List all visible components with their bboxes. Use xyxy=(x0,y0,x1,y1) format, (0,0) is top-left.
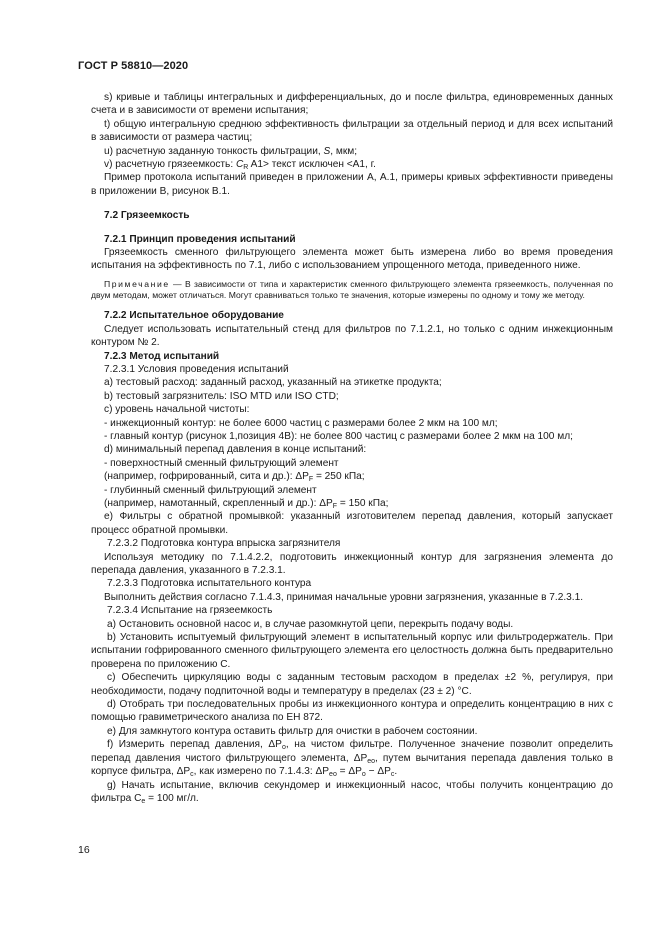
section-7-2-1-heading: 7.2.1 Принцип проведения испытаний xyxy=(104,233,296,245)
section-7-2-3-heading: 7.2.3 Метод испытаний xyxy=(104,350,220,362)
step-b: b) Установить испытуемый фильтрующий элемент в испытательный корпус или фильтродержатель. При испытании гофрированного сменного фильтрующего элемента его целостность должна быть предварительно проверена по приложению С. xyxy=(91,632,613,670)
item-v: v) расчетную грязеемкость: $C_R$ A1> текст исключен <A1, г. xyxy=(104,159,376,172)
subsection-7-2-3-2-text: Используя методику по 7.1.4.2.2, подготовить инжекционный контур для загрязнения элемента до перепада давления, указанного в 7.2.3.1. xyxy=(91,551,613,576)
section-7-2-1-text: Грязеемкость сменного фильтрующего элемента может быть измерена либо во время проведения испытания на эффективность по 7.1, либо с использованием упрощенного метода, приведенного ниже. xyxy=(91,247,613,272)
subsection-7-2-3-4: 7.2.3.4 Испытание на грязеемкость xyxy=(107,605,273,617)
condition-d-depth-value: (например, намотанный, скрепленный и др.): $\Delta P_F = 150$ кПа; xyxy=(104,497,389,510)
subsection-7-2-3-3: 7.2.3.3 Подготовка испытательного контура xyxy=(107,578,312,590)
section-7-2-2-text: Следует использовать испытательный стенд для фильтров по 7.1.2.1, но только с одним инжекционным контуром № 2. xyxy=(91,323,613,349)
subsection-7-2-3-1: 7.2.3.1 Условия проведения испытаний xyxy=(104,363,289,375)
step-f: f) Измерить перепад давления, $\Delta P_o$, на чистом фильтре. Полученное значение позволит определить перепад давления чистого фильтрующего элемента, $\Delta P_{eo}$, путем вычитания перепада давления только в корпусе фильтра, $\Delta P_c$, как измерено по 7.1.4.3: $\Delta P_{eo} = \Delta P_o - \Delta P_c$. xyxy=(91,739,613,779)
step-g: g) Начать испытание, включив секундомер и инжекционный насос, чтобы получить концентрацию до фильтра $C_e = 100$ мг/л. xyxy=(91,779,613,805)
condition-d: d) минимальный перепад давления в конце испытаний: xyxy=(104,444,367,456)
condition-d-surface-value: (например, гофрированный, сита и др.): $\Delta P_F = 250$ кПа; xyxy=(104,471,365,484)
condition-c-main: - главный контур (рисунок 1,позиция 4В): не более 800 частиц с размерами более 2 мкм на 100 мл; xyxy=(104,430,573,442)
step-c: c) Обеспечить циркуляцию воды с заданным тестовым расходом в пределах ±2 %, регулируя, при необходимости, подачу подпиточной воды и температуру в пределах (23 ± 2) °С. xyxy=(91,672,613,697)
condition-b: b) тестовый загрязнитель: ISO MTD или ISO CTD; xyxy=(104,390,339,402)
condition-c: c) уровень начальной чистоты: xyxy=(104,404,250,416)
page-content xyxy=(91,91,613,805)
subsection-7-2-3-2: 7.2.3.2 Подготовка контура впрыска загрязнителя xyxy=(107,538,341,550)
subsection-7-2-3-3-text: Выполнить действия согласно 7.1.4.3, принимая начальные уровни загрязнения, указанные в 7.2.3.1. xyxy=(104,591,584,603)
page-number: 16 xyxy=(78,844,90,856)
condition-c-injection: - инжекционный контур: не более 6000 частиц с размерами более 2 мкм на 100 мл; xyxy=(104,417,498,429)
condition-a: a) тестовый расход: заданный расход, указанный на этикетке продукта; xyxy=(104,377,442,389)
section-7-2-heading: 7.2 Грязеемкость xyxy=(104,210,190,222)
document-header: ГОСТ Р 58810—2020 xyxy=(78,60,189,72)
condition-e: e) Фильтры с обратной промывкой: указанный изготовителем перепад давления, который запускает процесс обратной промывки. xyxy=(91,511,613,536)
section-7-2-2-heading: 7.2.2 Испытательное оборудование xyxy=(104,310,284,322)
step-d: d) Отобрать три последовательных пробы из инжекционного контура и определить концентрацию в них с помощью гравиметрического анализа по ЕН 872. xyxy=(91,699,613,724)
condition-d-depth: - глубинный сменный фильтрующий элемент xyxy=(104,484,317,496)
step-a: a) Остановить основной насос и, в случае разомкнутой цепи, перекрыть подачу воды. xyxy=(107,618,514,630)
item-s: s) кривые и таблицы интегральных и дифференциальных, до и после фильтра, единовременных данных счета и в зависимости от времени испытания; xyxy=(91,92,613,117)
condition-d-surface: - поверхностный сменный фильтрующий элемент xyxy=(104,457,339,469)
item-t: t) общую интегральную среднюю эффективность фильтрации за отдельный период и для всех испытаний в зависимости от размера частиц; xyxy=(91,118,613,144)
step-e: e) Для замкнутого контура оставить фильтр для очистки в рабочем состоянии. xyxy=(107,725,478,737)
protocol-example: Пример протокола испытаний приведен в приложении А, А.1, примеры кривых эффективности приведены в приложении В, рисунок В.1. xyxy=(91,172,613,197)
item-u: u) расчетную заданную тонкость фильтрации, S, мкм; xyxy=(104,145,358,157)
note: Примечание — В зависимости от типа и характеристик сменного фильтрующего элемента грязеемкость, полученная по двум методам, может отличаться. Могут сравниваться только те значения, которые измерены по одному и тому же методу. xyxy=(91,278,613,301)
